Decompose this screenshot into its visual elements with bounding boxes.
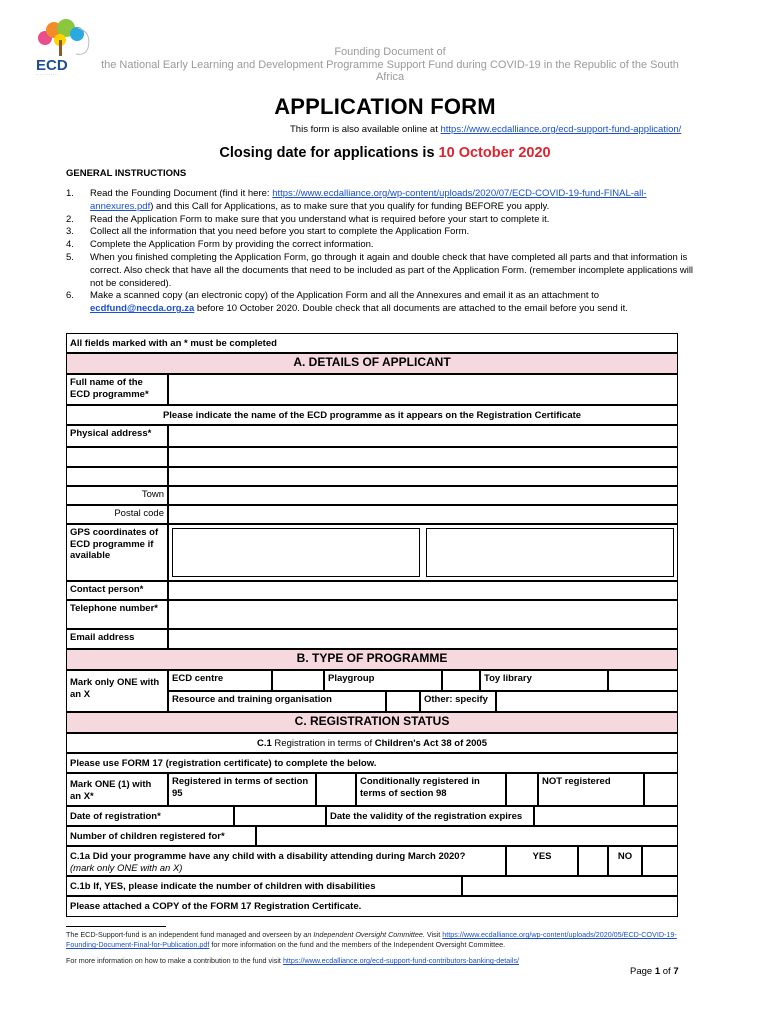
- resource-training-checkbox[interactable]: [386, 691, 420, 712]
- closing-date-value: 10 October 2020: [438, 145, 551, 161]
- instructions-list: [66, 188, 696, 316]
- other-specify-label: Other: specify: [420, 691, 496, 712]
- footer-line2: For more information on how to make a contribution to the fund visit https://www.ecdalliance.org/ecd-support-fund-contributors-banking-details/: [66, 956, 520, 965]
- banking-details-link[interactable]: https://www.ecdalliance.org/ecd-support-fund-contributors-banking-details/: [282, 956, 520, 965]
- email-label: Email address: [66, 629, 168, 649]
- toy-library-checkbox[interactable]: [608, 670, 678, 691]
- address-spacer: [66, 447, 168, 467]
- instruction-item: 5. When you finished completing the Application Form, go through it again and double check that have completed all parts and that information is correct. Also check that have all the documents that need to be included as part of the Application Form. (remember incomplete applications will not be considered).: [66, 251, 694, 289]
- telephone-input[interactable]: [168, 600, 678, 629]
- postal-code-input[interactable]: [168, 505, 678, 524]
- founding-document-link[interactable]: https://www.ecdalliance.org/wp-content/uploads/2020/07/ECD-COVID-19-fund-FINAL-all-annexures.pdf: [90, 188, 647, 212]
- date-validity-input[interactable]: [534, 806, 678, 826]
- c1a-question: C.1a Did your programme have any child with a disability attending during March 2020? (mark only ONE with an X): [66, 846, 506, 876]
- c1b-question: C.1b If, YES, please indicate the number of children with disabilities: [66, 876, 462, 896]
- playgroup-checkbox[interactable]: [442, 670, 480, 691]
- no-label: NO: [608, 846, 642, 876]
- address-spacer: [66, 467, 168, 486]
- gps-latitude-input[interactable]: [172, 528, 420, 577]
- header-line1: Founding Document of: [334, 46, 446, 58]
- date-registration-label: Date of registration*: [66, 806, 234, 826]
- footer-line1: The ECD-Support-fund is an independent fund managed and overseen by an Independent Oversight Committee. Visit https://www.ecdalliance.org/wp-content/uploads/2020/05/ECD-COVID-19-Founding-Document-Final-for-Publication.pdf for more information on the fund and the members of the Independent Oversight Committee.: [66, 930, 677, 949]
- physical-address-input-2[interactable]: [168, 447, 678, 467]
- section-b-title: B. TYPE OF PROGRAMME: [66, 649, 678, 670]
- conditional-98-checkbox[interactable]: [506, 773, 538, 806]
- no-checkbox[interactable]: [642, 846, 678, 876]
- num-children-label: Number of children registered for*: [66, 826, 256, 846]
- founding-document-footer-link[interactable]: https://www.ecdalliance.org/wp-content/uploads/2020/05/ECD-COVID-19-Founding-Document-Final-for-Publication.pdf: [66, 930, 677, 949]
- physical-address-input-3[interactable]: [168, 467, 678, 486]
- form-online-link[interactable]: https://www.ecdalliance.org/ecd-support-fund-application/: [440, 124, 682, 135]
- section-c-title: C. REGISTRATION STATUS: [66, 712, 678, 733]
- required-note: All fields marked with an * must be completed: [66, 333, 678, 353]
- svg-text:ECD: ECD: [36, 57, 68, 74]
- page-title: APPLICATION FORM: [274, 94, 496, 119]
- name-hint: Please indicate the name of the ECD programme as it appears on the Registration Certificate: [66, 405, 678, 425]
- instruction-item: 1. Read the Founding Document (find it here: https://www.ecdalliance.org/wp-content/uploads/2020/07/ECD-COVID-19-fund-FINAL-all-annexures.pdf) and this Call for Applications, as to make sure that you qualify for funding BEFORE you apply.: [66, 188, 647, 212]
- full-name-input[interactable]: [168, 374, 678, 405]
- c1a-note: (mark only ONE with an X): [70, 862, 183, 874]
- instruction-item: 3. Collect all the information that you need before you start to complete the Application Form.: [66, 226, 470, 238]
- town-input[interactable]: [168, 486, 678, 505]
- page-number: Page 1 of 7: [630, 966, 679, 977]
- telephone-label: Telephone number*: [66, 600, 168, 629]
- registered-95-checkbox[interactable]: [316, 773, 356, 806]
- ecd-centre-checkbox[interactable]: [272, 670, 324, 691]
- toy-library-label: Toy library: [480, 670, 608, 691]
- contact-person-label: Contact person*: [66, 581, 168, 600]
- attach-note: Please attached a COPY of the FORM 17 Registration Certificate.: [66, 896, 678, 917]
- yes-checkbox[interactable]: [578, 846, 608, 876]
- instruction-item: 2. Read the Application Form to make sure that you understand what is required before your start to complete it.: [66, 213, 550, 225]
- footer-divider: [66, 926, 166, 927]
- footer-notes: [66, 930, 691, 966]
- section-a-title: A. DETAILS OF APPLICANT: [66, 353, 678, 374]
- general-instructions-heading: GENERAL INSTRUCTIONS: [66, 168, 187, 179]
- programme-mark-label: Mark only ONE with an X: [66, 670, 168, 712]
- postal-code-label: Postal code: [66, 505, 168, 524]
- header-line2: the National Early Learning and Development Programme Support Fund during COVID-19 in the Republic of the South Africa: [101, 59, 679, 83]
- gps-label: GPS coordinates of ECD programme if available: [66, 524, 168, 581]
- playgroup-label: Playgroup: [324, 670, 442, 691]
- full-name-label: Full name of the ECD programme*: [66, 374, 168, 405]
- date-registration-input[interactable]: [234, 806, 326, 826]
- instruction-item: 6. Make a scanned copy (an electronic copy) of the Application Form and all the Annexures and email it as an attachment to ecdfund@necda.org.za before 10 October 2020. Double check that all documents are attached to the email before you send it.: [66, 290, 628, 315]
- resource-training-label: Resource and training organisation: [168, 691, 386, 712]
- physical-address-input-1[interactable]: [168, 425, 678, 447]
- instruction-item: 4. Complete the Application Form by providing the correct information.: [66, 239, 374, 251]
- email-input[interactable]: [168, 629, 678, 649]
- availability-note: This form is also available online at https://www.ecdalliance.org/ecd-support-fund-application/: [290, 124, 682, 135]
- contact-person-input[interactable]: [168, 581, 678, 600]
- fund-email-link[interactable]: ecdfund@necda.org.za: [90, 303, 195, 315]
- not-registered-checkbox[interactable]: [644, 773, 678, 806]
- registration-mark-label: Mark ONE (1) with an X*: [66, 773, 168, 806]
- gps-longitude-input[interactable]: [426, 528, 674, 577]
- num-children-input[interactable]: [256, 826, 678, 846]
- closing-date: Closing date for applications is 10 October 2020: [219, 145, 551, 161]
- yes-label: YES: [506, 846, 578, 876]
- registered-95-label: Registered in terms of section 95: [168, 773, 316, 806]
- not-registered-label: NOT registered: [538, 773, 644, 806]
- form17-note: Please use FORM 17 (registration certificate) to complete the below.: [66, 753, 678, 773]
- town-label: Town: [66, 486, 168, 505]
- other-specify-input[interactable]: [496, 691, 678, 712]
- ecd-centre-label: ECD centre: [168, 670, 272, 691]
- c1b-input[interactable]: [462, 876, 678, 896]
- svg-text:· · · · · · · · · · ·: · · · · · · · · · · ·: [36, 73, 59, 77]
- conditional-98-label: Conditionally registered in terms of section 98: [356, 773, 506, 806]
- c1-heading: C.1 Registration in terms of Children's Act 38 of 2005: [66, 733, 678, 753]
- date-validity-label: Date the validity of the registration expires: [326, 806, 534, 826]
- physical-address-label: Physical address*: [66, 425, 168, 447]
